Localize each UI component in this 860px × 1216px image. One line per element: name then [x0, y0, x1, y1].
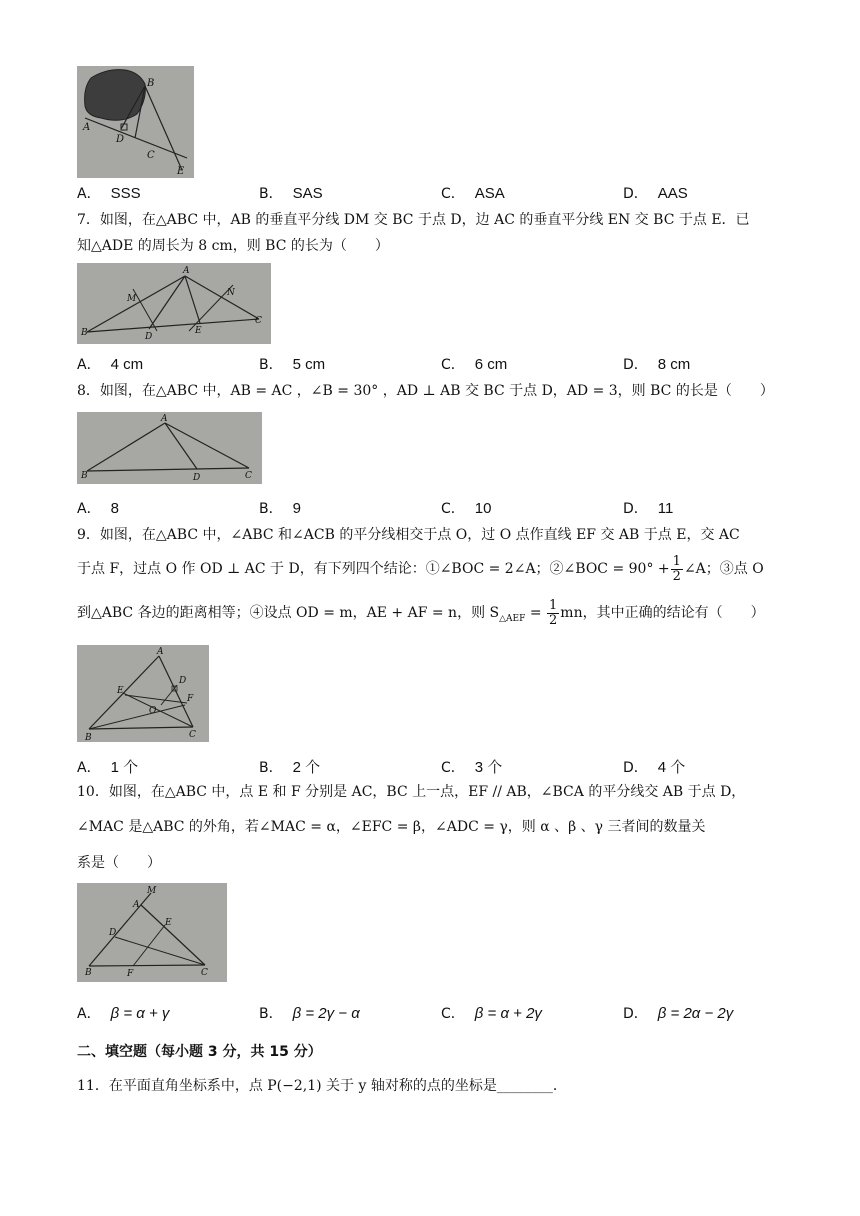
q6-option-d[interactable] [623, 183, 688, 203]
fraction-denominator: 2 [672, 568, 681, 584]
option-value: 4 个 [657, 759, 686, 776]
option-value: 11 [657, 500, 674, 517]
label-c: C [255, 316, 262, 326]
label-d: D [193, 473, 201, 483]
label-d: D [116, 134, 125, 145]
option-letter: D． [623, 760, 648, 776]
label-a: A [161, 414, 168, 424]
equals: = [525, 605, 547, 621]
label-a: A [83, 122, 91, 133]
q8-option-a[interactable] [77, 498, 119, 518]
option-letter: B． [259, 760, 283, 776]
q9-option-d[interactable] [623, 756, 685, 777]
q6-option-c[interactable] [441, 183, 505, 203]
label-e: E [165, 918, 172, 928]
label-c: C [201, 968, 208, 978]
q6-option-b[interactable] [259, 183, 323, 203]
label-m: M [147, 886, 157, 896]
q10-option-d[interactable] [623, 1003, 733, 1023]
q8-option-c[interactable] [441, 498, 491, 518]
q9-figure [77, 645, 209, 742]
label-a: A [157, 647, 164, 657]
q6-figure [77, 66, 194, 178]
option-value: 5 cm [292, 356, 326, 373]
option-value: 1 个 [110, 759, 139, 776]
label-c: C [245, 471, 252, 481]
label-e: E [195, 326, 202, 336]
label-f: F [187, 694, 194, 704]
label-d: D [145, 332, 153, 342]
option-value: 8 cm [657, 356, 691, 373]
option-value: 9 [292, 500, 301, 517]
label-n: N [227, 288, 235, 298]
option-value: 10 [474, 500, 492, 517]
label-b: B [85, 733, 92, 742]
q11-text: 11．在平面直角坐标系中，点 P(−2,1) 关于 y 轴对称的点的坐标是________． [77, 1078, 567, 1094]
label-m: M [127, 294, 137, 304]
option-letter: B． [259, 186, 283, 202]
q9-line3 [77, 596, 783, 630]
q10-line2: ∠MAC 是△ABC 的外角，若∠MAC = α，∠EFC = β，∠ADC = γ，则 α 、β 、γ 三者间的数量关 [77, 819, 706, 835]
q8-option-b[interactable] [259, 498, 301, 518]
option-letter: C． [441, 760, 465, 776]
area-subscript: △AEF [499, 613, 526, 624]
label-c: C [189, 730, 196, 740]
q9-option-c[interactable] [441, 756, 502, 777]
q8-line1: 8．如图，在△ABC 中，AB = AC ，∠B = 30° ，AD ⊥ AB 交 BC 于点 D，AD = 3，则 BC 的长是（ ） [77, 383, 774, 399]
option-letter: B． [259, 357, 283, 373]
fraction-numerator: 1 [549, 597, 558, 613]
option-value: AAS [657, 185, 688, 202]
option-letter: A． [77, 357, 101, 373]
option-value: β = 2α − 2γ [657, 1005, 734, 1022]
label-b: B [147, 78, 155, 89]
option-letter: A． [77, 1006, 101, 1022]
q9-line3-text: 到△ABC 各边的距离相等；④设点 OD = m，AE + AF = n，则 S [77, 605, 500, 621]
label-b: B [81, 471, 88, 481]
label-f: F [127, 969, 134, 979]
q8-figure [77, 412, 262, 484]
option-value: 6 cm [474, 356, 508, 373]
option-value: β = 2γ − α [292, 1005, 360, 1022]
option-letter: B． [259, 501, 283, 517]
fraction-numerator: 1 [672, 553, 681, 569]
option-value: ASA [474, 185, 505, 202]
option-value: 4 cm [110, 356, 144, 373]
q9-option-a[interactable] [77, 756, 138, 777]
q9-line3-tail: mn，其中正确的结论有（ ） [560, 605, 765, 621]
option-value: β = α + 2γ [474, 1005, 542, 1022]
option-value: 3 个 [474, 759, 503, 776]
q7-figure [77, 263, 271, 344]
q10-option-c[interactable] [441, 1003, 542, 1023]
fraction [547, 599, 559, 628]
q7-option-d[interactable] [623, 354, 690, 374]
option-letter: C． [441, 1006, 465, 1022]
option-letter: C． [441, 501, 465, 517]
q10-option-b[interactable] [259, 1003, 360, 1023]
label-b: B [81, 328, 88, 338]
section-title: 二、填空题（每小题 3 分，共 15 分） [77, 1044, 322, 1060]
option-value: SAS [292, 185, 323, 202]
q6-option-a[interactable] [77, 183, 141, 203]
option-letter: D． [623, 357, 648, 373]
q10-line1: 10．如图，在△ABC 中，点 E 和 F 分别是 AC，BC 上一点，EF // AB，∠BCA 的平分线交 AB 于点 D， [77, 784, 746, 800]
option-letter: A． [77, 186, 101, 202]
label-o: O [149, 706, 157, 716]
q10-figure [77, 883, 227, 982]
label-a: A [183, 266, 190, 276]
label-a: A [133, 900, 140, 910]
fraction [671, 555, 683, 584]
label-b: B [85, 968, 92, 978]
option-letter: A． [77, 501, 101, 517]
option-value: 2 个 [292, 759, 321, 776]
option-letter: D． [623, 501, 648, 517]
option-letter: C． [441, 186, 465, 202]
option-value: SSS [110, 185, 141, 202]
q9-option-b[interactable] [259, 756, 320, 777]
option-letter: A． [77, 760, 101, 776]
q9-line2 [77, 552, 783, 586]
q10-line3: 系是（ ） [77, 855, 161, 871]
q8-option-d[interactable] [623, 498, 673, 518]
option-letter: D． [623, 186, 648, 202]
option-value: β = α + γ [110, 1005, 170, 1022]
option-value: 8 [110, 500, 119, 517]
label-e: E [117, 686, 124, 696]
label-e: E [177, 166, 185, 177]
q7-line2: 知△ADE 的周长为 8 cm，则 BC 的长为（ ） [77, 238, 389, 254]
q7-option-b[interactable] [259, 354, 325, 374]
option-letter: C． [441, 357, 465, 373]
q10-option-a[interactable] [77, 1003, 169, 1023]
label-c: C [147, 150, 155, 161]
option-letter: B． [259, 1006, 283, 1022]
q7-line1: 7．如图，在△ABC 中，AB 的垂直平分线 DM 交 BC 于点 D，边 AC 的垂直平分线 EN 交 BC 于点 E．已 [77, 212, 750, 228]
fraction-denominator: 2 [549, 612, 558, 628]
q7-option-c[interactable] [441, 354, 507, 374]
q9-line2-tail: ∠A；③点 O [683, 561, 764, 577]
q9-line2-text: 于点 F，过点 O 作 OD ⊥ AC 于 D，有下列四个结论：①∠BOC = 2∠A；②∠BOC = 90° + [77, 561, 670, 577]
q7-option-a[interactable] [77, 354, 143, 374]
q9-line1: 9．如图，在△ABC 中，∠ABC 和∠ACB 的平分线相交于点 O，过 O 点作直线 EF 交 AB 于点 E，交 AC [77, 527, 740, 543]
label-d: D [109, 928, 117, 938]
option-letter: D． [623, 1006, 648, 1022]
label-d: D [179, 676, 187, 686]
